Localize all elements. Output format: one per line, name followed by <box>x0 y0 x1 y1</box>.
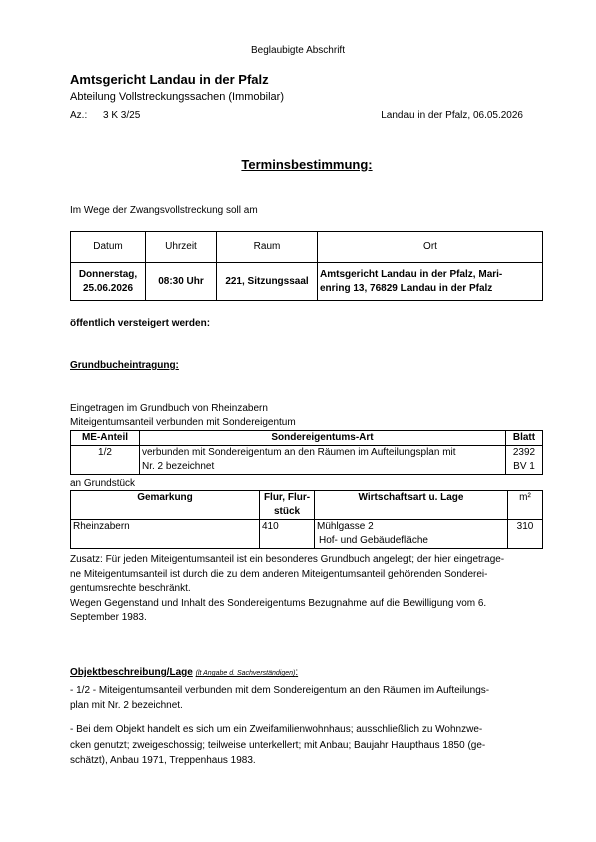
plot-header-row <box>71 491 543 520</box>
header-area: m² <box>508 491 543 520</box>
land-register-line1: Eingetragen im Grundbuch von Rheinzabern <box>70 403 268 414</box>
file-number: 3 K 3/25 <box>103 110 141 121</box>
land-register-line2: Miteigentumsanteil verbunden mit Sondereigentum <box>70 417 296 428</box>
share-header-row <box>71 431 543 446</box>
share-value: 1/2 <box>71 446 140 475</box>
header-place: Ort <box>318 232 543 263</box>
object-item-1: - 1/2 - Miteigentumsanteil verbunden mit dem Sondereigentum an den Räumen im Aufteilungs- plan mit Nr. 2 bezeichnet. <box>70 685 490 711</box>
plot-row <box>71 520 543 549</box>
header-room: Raum <box>217 232 318 263</box>
copy-note: Beglaubigte Abschrift <box>251 45 345 56</box>
object-heading: Objektbeschreibung/Lage (lt Angabe d. Sachverständigen): <box>70 667 299 678</box>
header-parcel: Flur, Flur- stück <box>260 491 315 520</box>
appointment-date: Donnerstag, 25.06.2026 <box>71 263 146 301</box>
header-time: Uhrzeit <box>146 232 217 263</box>
header-share: ME-Anteil <box>71 431 140 446</box>
place-date: Landau in der Pfalz, 06.05.2026 <box>381 110 523 121</box>
share-row <box>71 446 543 475</box>
share-sheet: 2392 BV 1 <box>506 446 543 475</box>
auction-text: öffentlich versteigert werden: <box>70 318 211 329</box>
plot-parcel: 410 <box>260 520 315 549</box>
page-title: Terminsbestimmung: <box>241 157 373 172</box>
plot-area: 310 <box>508 520 543 549</box>
header-sheet: Blatt <box>506 431 543 446</box>
land-register-note: Zusatz: Für jeden Miteigentumsanteil ist ein besonderes Grundbuch angelegt; der hier eingetrage- ne Miteigentumsanteil ist durch die zu dem anderen Miteigentumsanteil gehörenden Sonderei- gentumsrechte beschränkt. Wegen Gegenstand und Inhalt des Sondereigentums Bezugnahme auf die Bewilligung vom 6. September 1983. <box>70 554 505 623</box>
share-table <box>70 430 543 475</box>
plot-table <box>70 490 543 549</box>
appointment-row <box>71 263 543 301</box>
appointment-room: 221, Sitzungssaal <box>217 263 318 301</box>
object-item-2: - Bei dem Objekt handelt es sich um ein Zweifamilienwohnhaus; ausschließlich zu Wohnzwe- cken genutzt; zweigeschossig; teilweise unterkellert; mit Anbau; Baujahr Haupthaus 1850 (ge- schätzt), Anbau 1971, Treppenhaus 1983. <box>70 724 486 766</box>
appointment-header-row <box>71 232 543 263</box>
header-usage: Wirtschaftsart u. Lage <box>315 491 508 520</box>
header-type: Sondereigentums-Art <box>140 431 506 446</box>
file-label: Az.: <box>70 110 88 121</box>
land-register-heading: Grundbucheintragung: <box>70 360 179 371</box>
appointment-time: 08:30 Uhr <box>146 263 217 301</box>
intro-text: Im Wege der Zwangsvollstreckung soll am <box>70 205 258 216</box>
department: Abteilung Vollstreckungssachen (Immobilar) <box>70 91 284 103</box>
plot-district: Rheinzabern <box>71 520 260 549</box>
appointment-table <box>70 231 543 301</box>
plot-label: an Grundstück <box>70 478 136 489</box>
header-date: Datum <box>71 232 146 263</box>
share-type: verbunden mit Sondereigentum an den Räumen im Aufteilungsplan mit Nr. 2 bezeichnet <box>140 446 506 475</box>
appointment-place: Amtsgericht Landau in der Pfalz, Mari- enring 13, 76829 Landau in der Pfalz <box>318 263 543 301</box>
court-name: Amtsgericht Landau in der Pfalz <box>70 72 269 87</box>
header-district: Gemarkung <box>71 491 260 520</box>
plot-location: Mühlgasse 2 Hof- und Gebäudefläche <box>315 520 508 549</box>
